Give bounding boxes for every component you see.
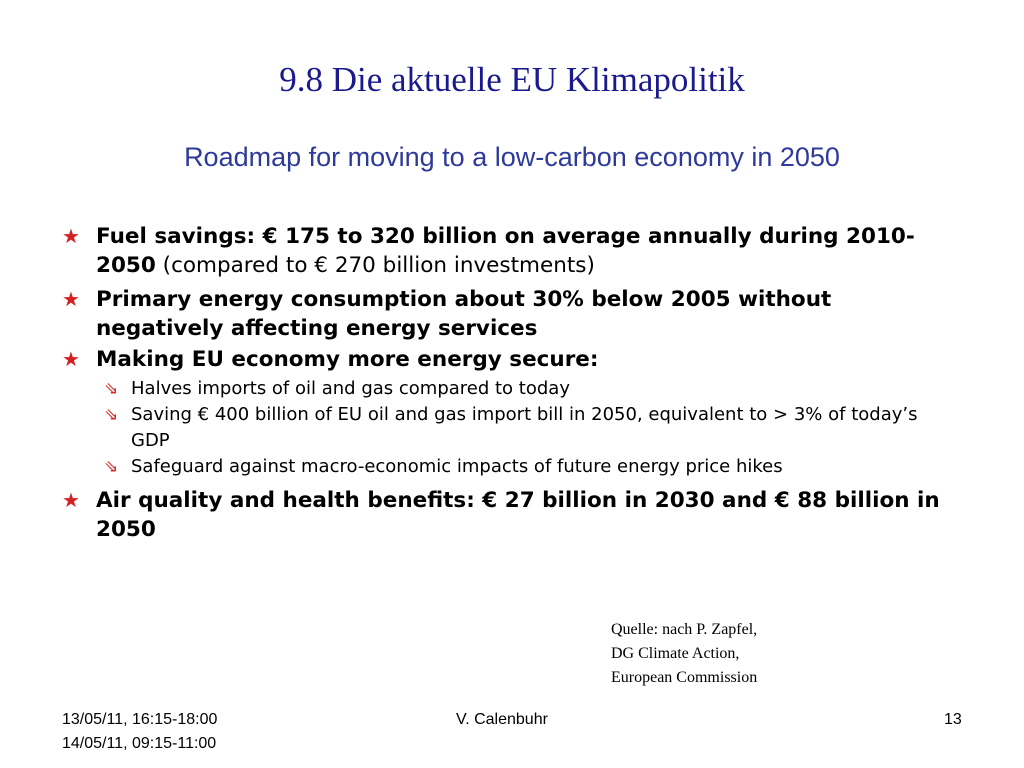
bullet-item <box>60 345 960 374</box>
star-icon: ★ <box>62 224 80 248</box>
bullet-item <box>60 285 960 343</box>
page-number: 13 <box>944 711 962 728</box>
footer-date-line: 13/05/11, 16:15-18:00 <box>62 711 218 728</box>
hollow-arrow-icon: ⇘ <box>104 405 119 425</box>
footer-date <box>62 708 217 756</box>
sub-bullet-item <box>60 454 960 480</box>
hollow-arrow-icon: ⇘ <box>104 379 119 399</box>
source-citation <box>611 618 757 690</box>
sub-bullet-item <box>60 376 960 402</box>
sub-bullet-item <box>60 402 960 454</box>
footer-author: V. Calenbuhr <box>456 711 548 728</box>
bullet-bold-text: Fuel savings: € 175 to 320 billion on average annually during 2010-2050 <box>96 224 915 278</box>
bullet-bold-text: Making EU economy more energy secure: <box>96 347 599 372</box>
sub-bullet-text: Saving € 400 billion of EU oil and gas import bill in 2050, equivalent to > 3% of today’s GDP <box>131 404 918 451</box>
bullet-item <box>60 222 960 280</box>
sub-bullet-text: Halves imports of oil and gas compared to today <box>131 378 570 399</box>
footer-date-line: 14/05/11, 09:15-11:00 <box>62 735 217 752</box>
sub-bullet-list <box>60 376 960 480</box>
star-icon: ★ <box>62 287 80 311</box>
slide-subtitle: Roadmap for moving to a low-carbon economy in 2050 <box>184 142 840 172</box>
sub-bullet-text: Safeguard against macro-economic impacts of future energy price hikes <box>131 456 783 477</box>
bullet-item <box>60 486 960 544</box>
star-icon: ★ <box>62 347 80 371</box>
star-icon: ★ <box>62 488 80 512</box>
source-line: European Commission <box>611 669 758 686</box>
bullet-bold-text: Air quality and health benefits: € 27 billion in 2030 and € 88 billion in 2050 <box>96 488 940 542</box>
source-line: Quelle: nach P. Zapfel, <box>611 621 758 638</box>
bullet-list <box>60 222 960 544</box>
slide-title: 9.8 Die aktuelle EU Klimapolitik <box>279 60 745 99</box>
hollow-arrow-icon: ⇘ <box>104 457 119 477</box>
bullet-normal-text: (compared to € 270 billion investments) <box>155 253 595 278</box>
bullet-bold-text: Primary energy consumption about 30% below 2005 without negatively affecting energy services <box>96 287 832 341</box>
source-line: DG Climate Action, <box>611 645 740 662</box>
